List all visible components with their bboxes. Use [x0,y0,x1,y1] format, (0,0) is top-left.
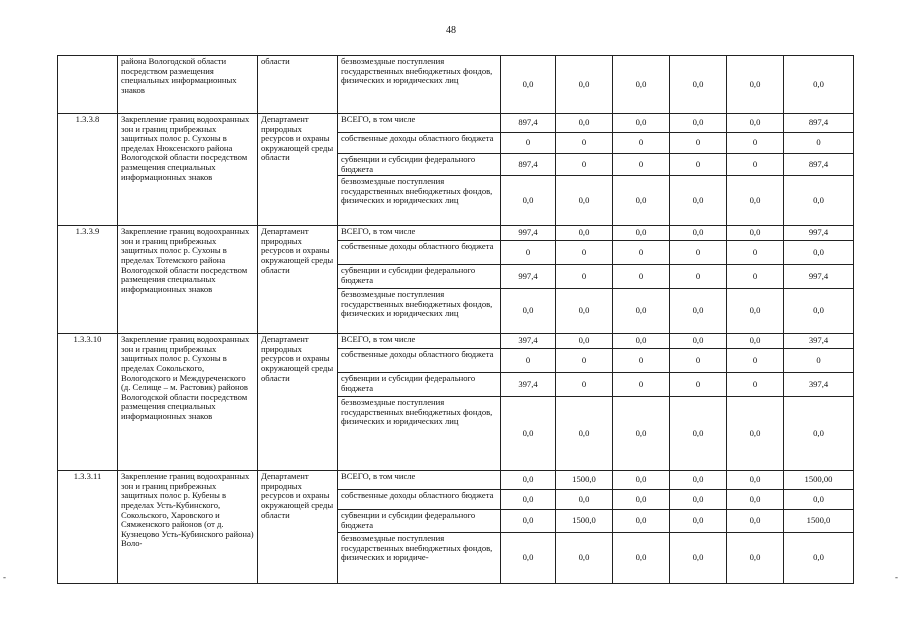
amount-cell: 0,0 [670,334,727,349]
amount-cell: 0 [670,154,727,176]
item-code: 1.3.3.10 [58,334,118,471]
amount-cell: 0,0 [727,490,784,510]
amount-cell: 0,0 [670,56,727,114]
item-code [58,56,118,114]
funding-source: безвозмездные поступления государственных внебюджетных фондов, физических и юридических лиц [338,397,501,471]
amount-cell: 0,0 [501,397,556,471]
amount-cell: 0,0 [613,289,670,334]
amount-cell: 1500,0 [556,510,613,533]
amount-cell: 0,0 [556,114,613,133]
amount-cell: 0 [784,133,854,154]
funding-source: субвенции и субсидии федерального бюджета [338,154,501,176]
amount-cell: 0,0 [613,533,670,584]
amount-cell: 0 [670,133,727,154]
amount-cell: 0 [556,373,613,397]
funding-source: ВСЕГО, в том числе [338,226,501,241]
funding-source: субвенции и субсидии федерального бюджета [338,510,501,533]
amount-cell: 0,0 [556,490,613,510]
amount-cell: 0 [613,373,670,397]
amount-cell: 0,0 [501,176,556,226]
amount-cell: 1500,00 [784,471,854,490]
amount-cell: 1500,0 [556,471,613,490]
item-name: района Вологодской области посредством размещения специальных информационных знаков [118,56,258,114]
amount-cell: 0,0 [613,397,670,471]
amount-cell: 0,0 [613,114,670,133]
amount-cell: 0,0 [784,533,854,584]
amount-cell: 0 [670,349,727,373]
item-code: 1.3.3.11 [58,471,118,584]
funding-source: ВСЕГО, в том числе [338,471,501,490]
item-executor: Департамент природных ресурсов и охраны окружающей среды области [258,226,338,334]
amount-cell: 0,0 [727,471,784,490]
amount-cell: 0 [501,133,556,154]
amount-cell: 0,0 [670,471,727,490]
table-row [58,226,854,241]
funding-source: субвенции и субсидии федерального бюджета [338,373,501,397]
amount-cell: 0,0 [727,397,784,471]
amount-cell: 397,4 [784,334,854,349]
funding-source: ВСЕГО, в том числе [338,114,501,133]
margin-mark-right: - [895,572,898,582]
table-row [58,471,854,490]
amount-cell: 0 [501,349,556,373]
amount-cell: 997,4 [501,226,556,241]
item-name: Закрепление границ водоохранных зон и границ прибрежных защитных полос р. Кубены в пределах Усть-Кубинского, Сокольского, Харовского и Сямженского районов (от д. Кузнецово Усть-Кубинского района) Воло- [118,471,258,584]
amount-cell: 0,0 [784,241,854,265]
amount-cell: 0 [670,241,727,265]
amount-cell: 0 [613,349,670,373]
amount-cell: 0 [613,154,670,176]
amount-cell: 0 [556,154,613,176]
amount-cell: 0,0 [784,56,854,114]
funding-source: безвозмездные поступления государственных внебюджетных фондов, физических и юридиче- [338,533,501,584]
funding-source: безвозмездные поступления государственных внебюджетных фондов, физических и юридических лиц [338,289,501,334]
amount-cell: 0,0 [613,56,670,114]
amount-cell: 0,0 [501,471,556,490]
amount-cell: 0,0 [556,397,613,471]
amount-cell: 897,4 [501,114,556,133]
amount-cell: 0,0 [556,334,613,349]
amount-cell: 0,0 [501,533,556,584]
amount-cell: 0,0 [501,289,556,334]
funding-source: собственные доходы областного бюджета [338,241,501,265]
amount-cell: 997,4 [501,265,556,289]
funding-source: безвозмездные поступления государственных внебюджетных фондов, физических и юридических лиц [338,56,501,114]
amount-cell: 0 [670,373,727,397]
table-row [58,334,854,349]
amount-cell: 0,0 [613,490,670,510]
table-body [58,56,854,584]
amount-cell: 0 [556,241,613,265]
amount-cell: 0,0 [727,114,784,133]
item-code: 1.3.3.9 [58,226,118,334]
budget-table [57,55,854,584]
amount-cell: 0,0 [670,533,727,584]
item-name: Закрепление границ водоохранных зон и границ прибрежных защитных полос р. Сухоны в пределах Сокольского, Вологодского и Междуреченского (д. Селище – м. Растовик) районов Вологодской области посредством размещения специальных информационных знаков [118,334,258,471]
amount-cell: 0,0 [727,334,784,349]
amount-cell: 0 [727,349,784,373]
amount-cell: 0,0 [670,289,727,334]
amount-cell: 0,0 [613,334,670,349]
amount-cell: 897,4 [501,154,556,176]
amount-cell: 397,4 [501,373,556,397]
amount-cell: 0,0 [727,226,784,241]
amount-cell: 0,0 [727,176,784,226]
funding-source: ВСЕГО, в том числе [338,334,501,349]
amount-cell: 0,0 [556,533,613,584]
amount-cell: 0 [556,133,613,154]
amount-cell: 0,0 [501,56,556,114]
amount-cell: 0,0 [501,510,556,533]
amount-cell: 0,0 [613,471,670,490]
item-executor: области [258,56,338,114]
amount-cell: 0,0 [670,490,727,510]
item-executor: Департамент природных ресурсов и охраны окружающей среды области [258,334,338,471]
funding-source: собственные доходы областного бюджета [338,349,501,373]
amount-cell: 0,0 [670,397,727,471]
amount-cell: 0,0 [501,490,556,510]
amount-cell: 0 [556,349,613,373]
amount-cell: 997,4 [784,226,854,241]
amount-cell: 0,0 [784,490,854,510]
amount-cell: 0,0 [727,533,784,584]
amount-cell: 0,0 [556,226,613,241]
item-name: Закрепление границ водоохранных зон и границ прибрежных защитных полос р. Сухоны в пределах Нюксенского района Вологодской области посредством размещения специальных информационных знаков [118,114,258,226]
margin-mark-left: - [3,572,6,582]
amount-cell: 397,4 [501,334,556,349]
amount-cell: 0,0 [784,397,854,471]
amount-cell: 0,0 [556,56,613,114]
amount-cell: 0,0 [556,176,613,226]
amount-cell: 0 [784,349,854,373]
amount-cell: 897,4 [784,154,854,176]
item-name: Закрепление границ водоохранных зон и границ прибрежных защитных полос р. Сухоны в пределах Тотемского района Вологодской области посредством размещения специальных информационных знаков [118,226,258,334]
amount-cell: 0,0 [670,510,727,533]
amount-cell: 0,0 [727,510,784,533]
amount-cell: 0,0 [784,289,854,334]
amount-cell: 0 [727,133,784,154]
table-row [58,114,854,133]
amount-cell: 0 [556,265,613,289]
amount-cell: 0 [613,241,670,265]
amount-cell: 397,4 [784,373,854,397]
amount-cell: 0,0 [670,114,727,133]
amount-cell: 0,0 [613,510,670,533]
item-executor: Департамент природных ресурсов и охраны окружающей среды области [258,471,338,584]
amount-cell: 0,0 [556,289,613,334]
funding-source: безвозмездные поступления государственных внебюджетных фондов, физических и юридических лиц [338,176,501,226]
amount-cell: 0,0 [727,289,784,334]
funding-source: собственные доходы областного бюджета [338,490,501,510]
amount-cell: 0,0 [613,226,670,241]
amount-cell: 1500,0 [784,510,854,533]
funding-source: субвенции и субсидии федерального бюджета [338,265,501,289]
table-row [58,56,854,114]
amount-cell: 0,0 [613,176,670,226]
amount-cell: 0 [727,373,784,397]
amount-cell: 0,0 [670,176,727,226]
amount-cell: 897,4 [784,114,854,133]
amount-cell: 0 [501,241,556,265]
amount-cell: 0 [613,265,670,289]
amount-cell: 0 [727,241,784,265]
item-executor: Департамент природных ресурсов и охраны окружающей среды области [258,114,338,226]
amount-cell: 0 [670,265,727,289]
amount-cell: 0 [727,154,784,176]
amount-cell: 0,0 [670,226,727,241]
amount-cell: 0,0 [727,56,784,114]
amount-cell: 997,4 [784,265,854,289]
page-number: 48 [446,25,456,36]
amount-cell: 0 [727,265,784,289]
amount-cell: 0 [613,133,670,154]
funding-source: собственные доходы областного бюджета [338,133,501,154]
item-code: 1.3.3.8 [58,114,118,226]
amount-cell: 0,0 [784,176,854,226]
